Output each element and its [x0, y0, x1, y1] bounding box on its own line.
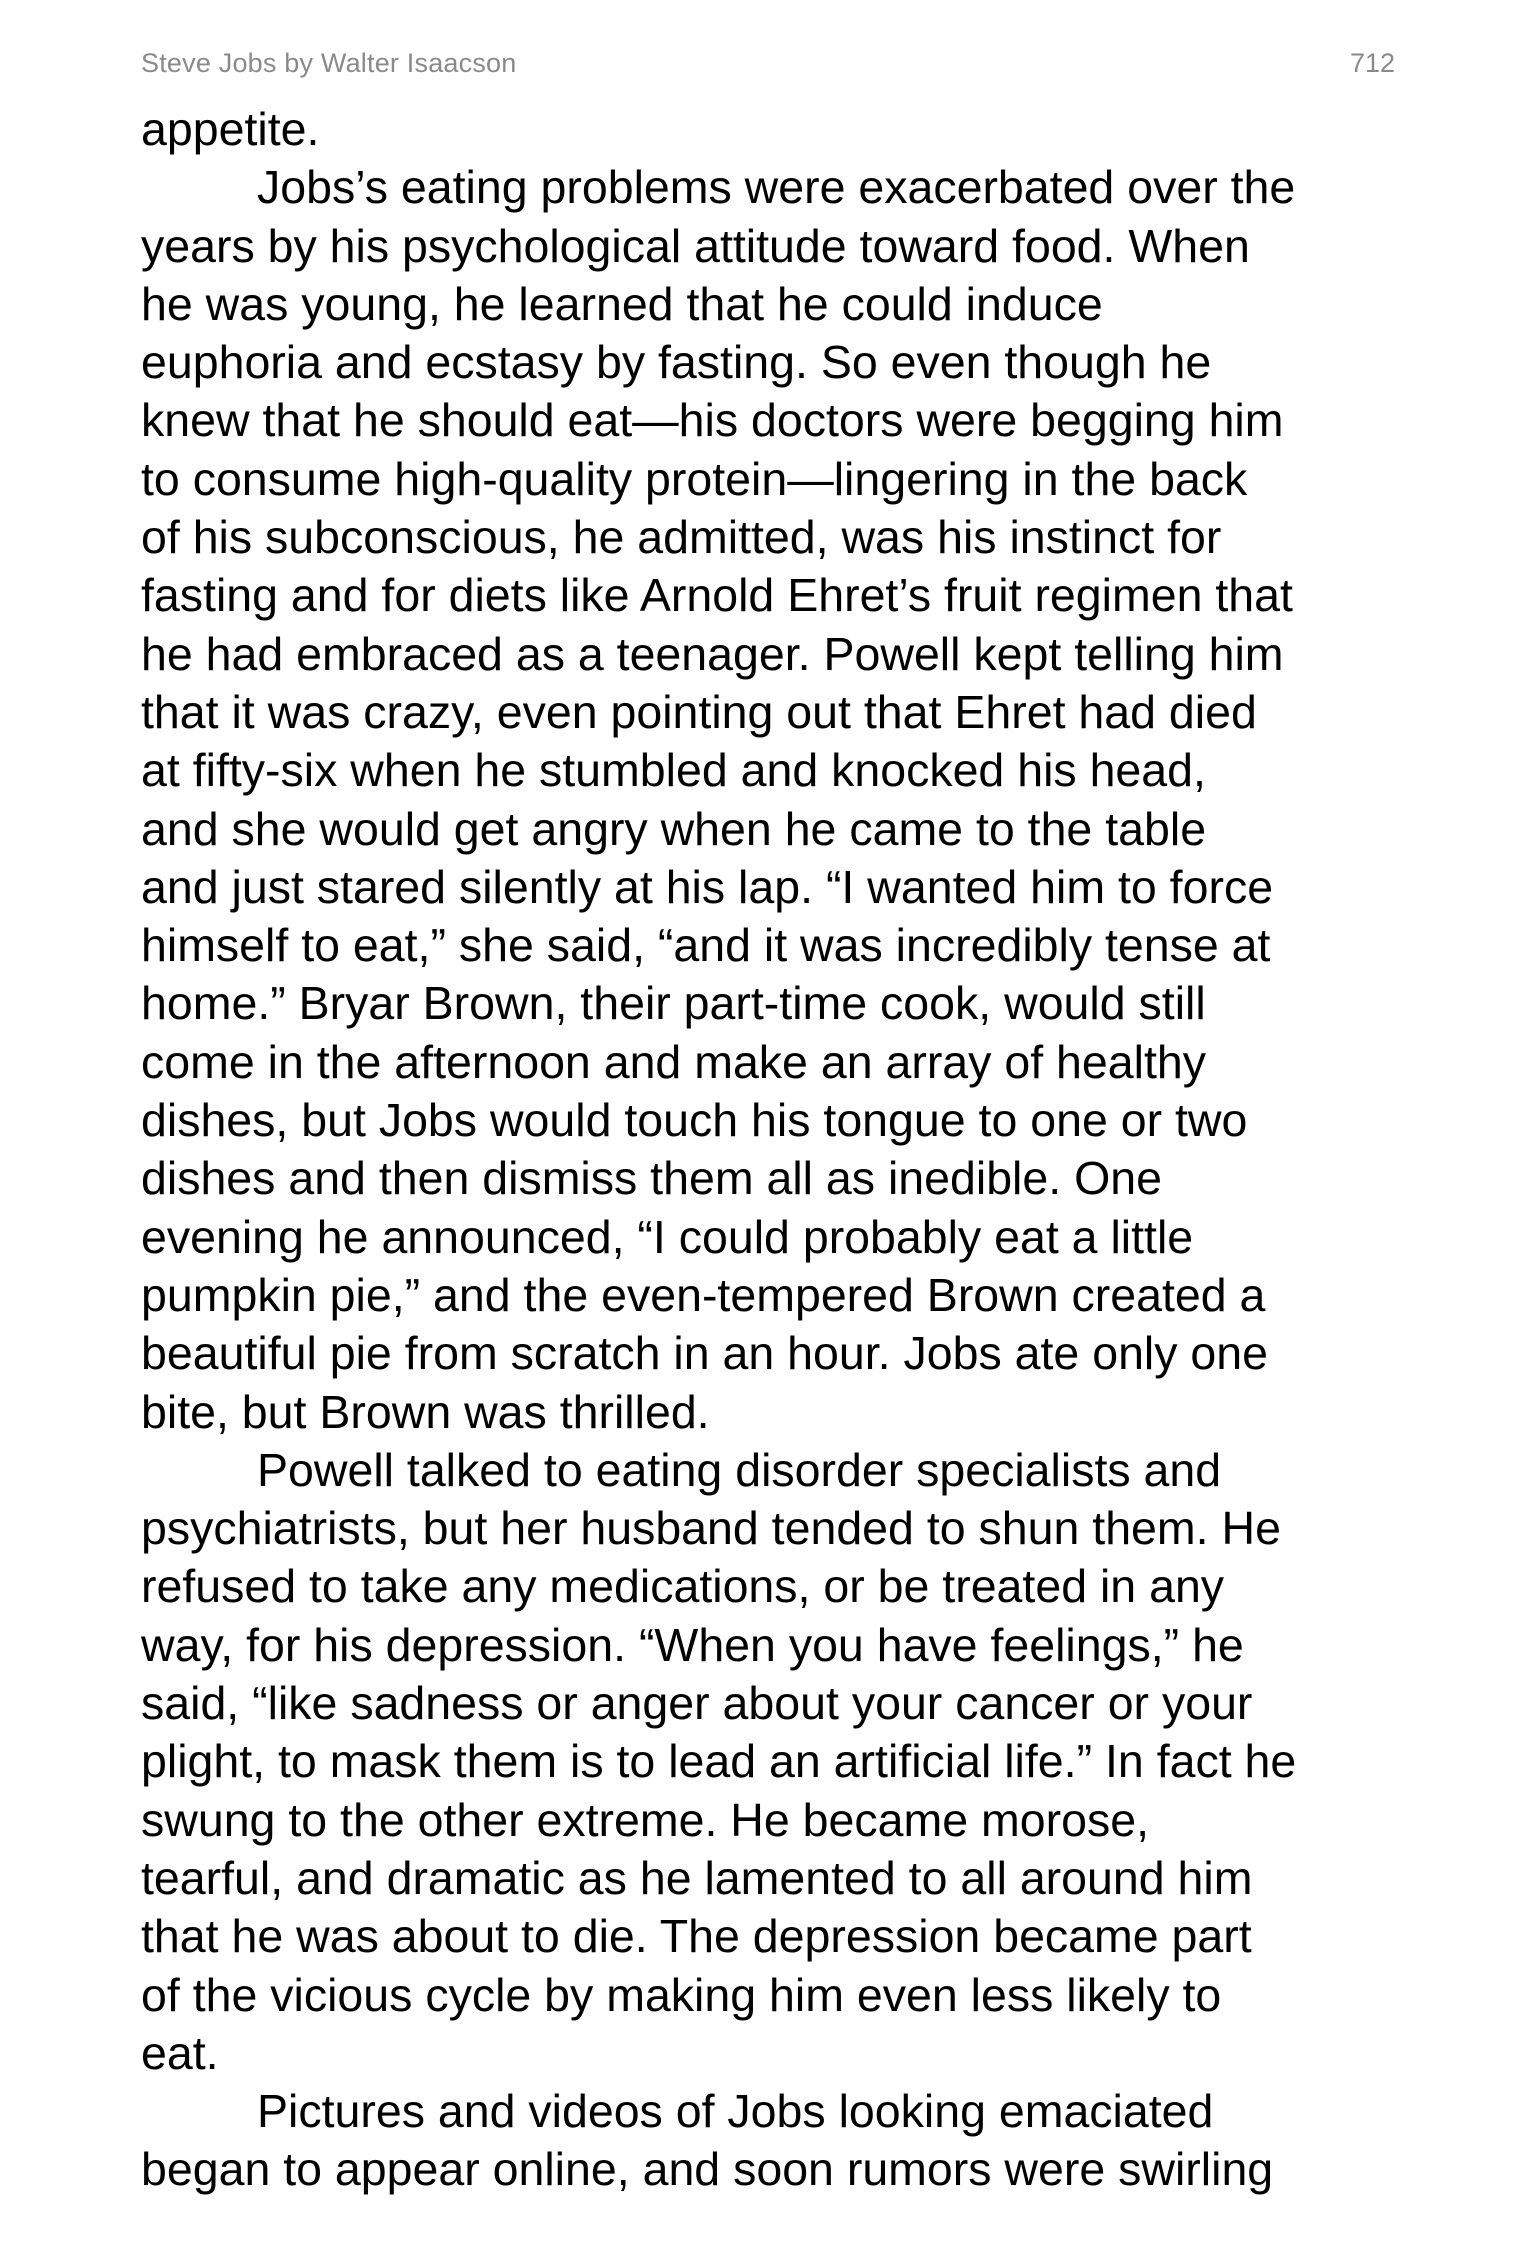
text-line: himself to eat,” she said, “and it was incredibly tense at — [141, 919, 1271, 972]
text-line: come in the afternoon and make an array of healthy — [141, 1035, 1206, 1088]
text-line: swung to the other extreme. He became morose, — [141, 1793, 1149, 1846]
text-line: dishes and then dismiss them all as inedible. One — [141, 1152, 1162, 1205]
text-line: beautiful pie from scratch in an hour. Jobs ate only one — [141, 1327, 1269, 1380]
text-line: appetite. — [141, 103, 320, 155]
text-line: eat. — [141, 2026, 219, 2079]
text-line: he was young, he learned that he could induce — [141, 277, 1103, 330]
text-line: and just stared silently at his lap. “I wanted him to force — [141, 860, 1274, 913]
text-line: and she would get angry when he came to the table — [141, 802, 1207, 855]
text-line: began to appear online, and soon rumors were swirling — [141, 2143, 1274, 2196]
text-line: pumpkin pie,” and the even-tempered Brown created a — [141, 1268, 1266, 1321]
text-line: years by his psychological attitude toward food. When — [141, 219, 1250, 272]
running-header — [141, 48, 1395, 84]
text-line: he had embraced as a teenager. Powell kept telling him — [141, 627, 1284, 680]
paragraph-first-line: Jobs’s eating problems were exacerbated over the — [257, 161, 1296, 214]
text-line: that he was about to die. The depression became part — [141, 1910, 1252, 1963]
text-line: psychiatrists, but her husband tended to shun them. He — [141, 1502, 1281, 1555]
text-line: euphoria and ecstasy by fasting. So even though he — [141, 336, 1212, 389]
text-line: way, for his depression. “When you have feelings,” he — [141, 1618, 1244, 1671]
book-title: Steve Jobs by Walter Isaacson — [141, 48, 517, 78]
text-line: knew that he should eat—his doctors were begging him — [141, 394, 1284, 447]
text-line: to consume high-quality protein—lingering in the back — [141, 452, 1248, 505]
text-line: refused to take any medications, or be treated in any — [141, 1560, 1225, 1613]
text-line: said, “like sadness or anger about your cancer or your — [141, 1677, 1253, 1730]
body-text — [141, 100, 1401, 2199]
text-line: tearful, and dramatic as he lamented to all around him — [141, 1851, 1253, 1904]
page-number: 712 — [1349, 48, 1395, 78]
text-line: dishes, but Jobs would touch his tongue to one or two — [141, 1094, 1248, 1147]
text-line: evening he announced, “I could probably eat a little — [141, 1210, 1194, 1263]
text-line: bite, but Brown was thrilled. — [141, 1385, 710, 1438]
text-line: that it was crazy, even pointing out that Ehret had died — [141, 685, 1257, 738]
text-line: of the vicious cycle by making him even less likely to — [141, 1968, 1222, 2021]
text-line: of his subconscious, he admitted, was his instinct for — [141, 511, 1222, 564]
text-line: fasting and for diets like Arnold Ehret’s fruit regimen that — [141, 569, 1293, 622]
text-line: at fifty-six when he stumbled and knocked his head, — [141, 744, 1206, 797]
text-line: home.” Bryar Brown, their part-time cook, would still — [141, 977, 1206, 1030]
text-line: plight, to mask them is to lead an artificial life.” In fact he — [141, 1735, 1297, 1788]
paragraph-first-line: Pictures and videos of Jobs looking emaciated — [257, 2085, 1214, 2138]
paragraph-first-line: Powell talked to eating disorder specialists and — [257, 1443, 1222, 1496]
